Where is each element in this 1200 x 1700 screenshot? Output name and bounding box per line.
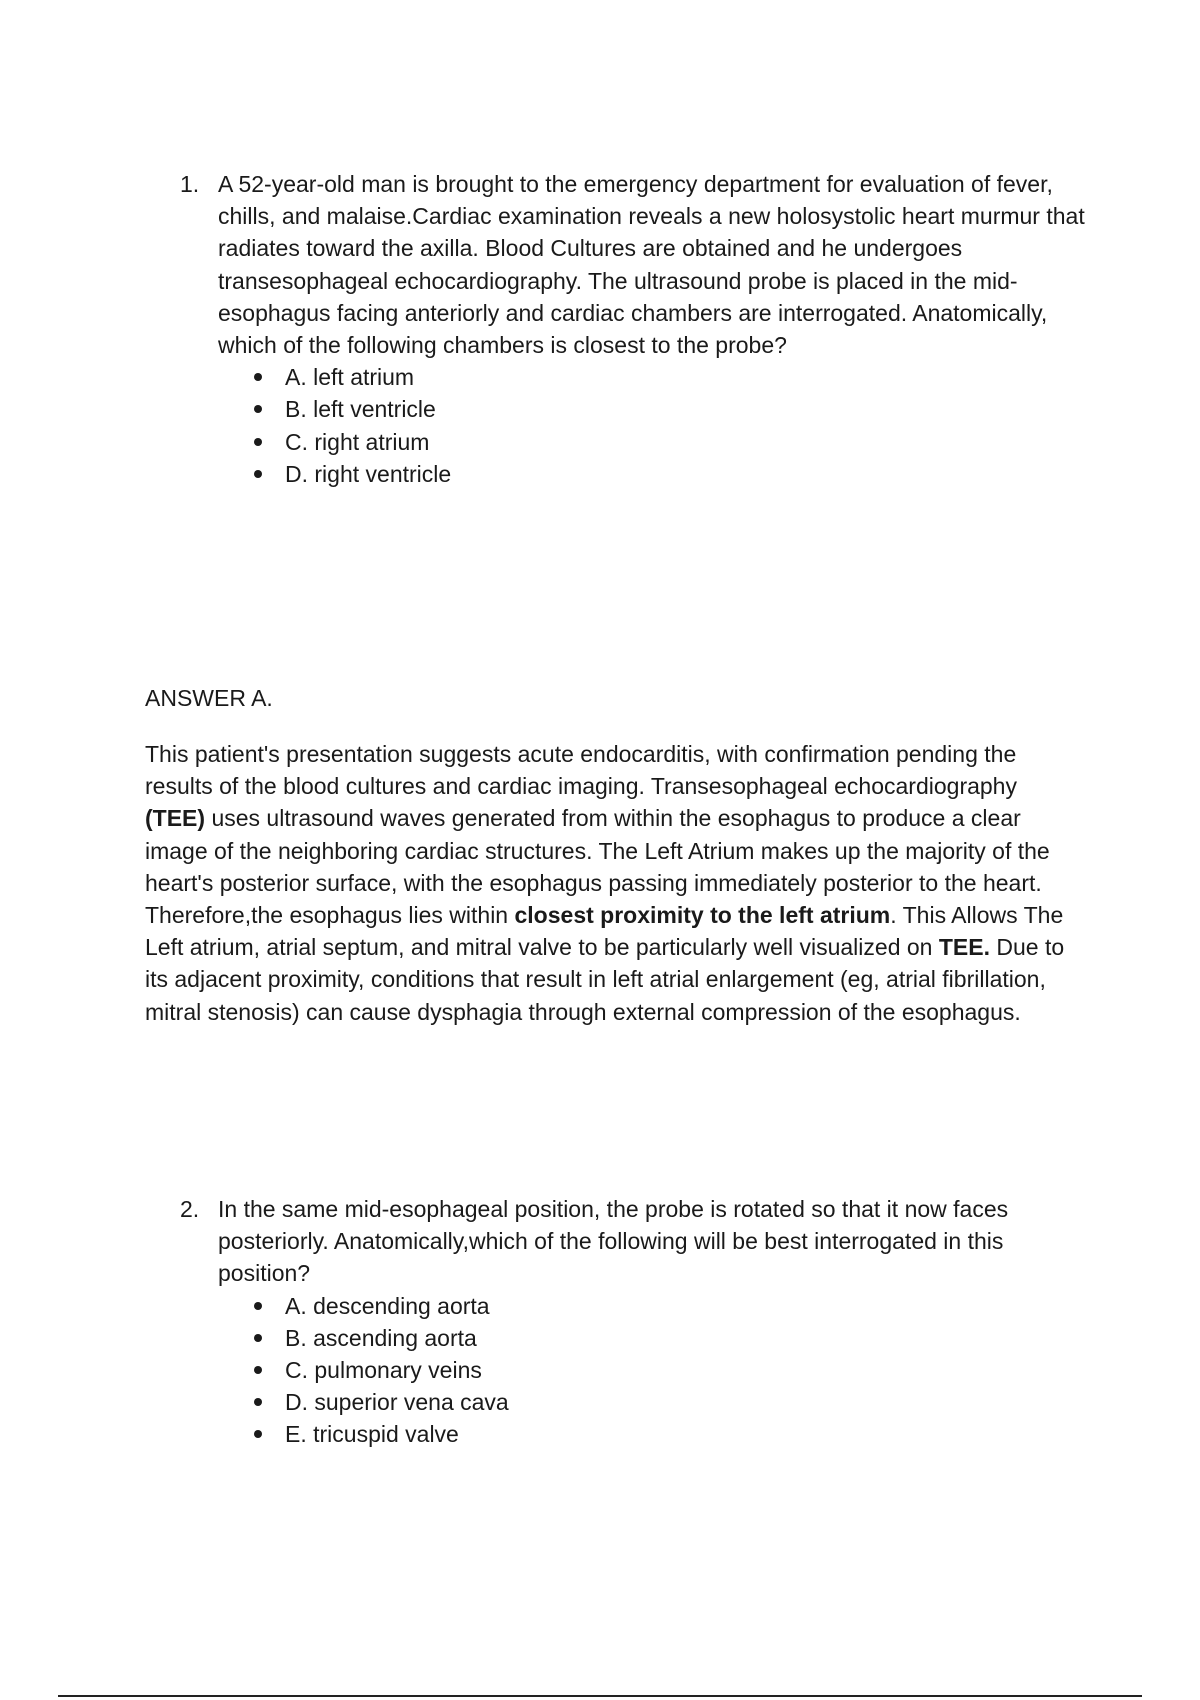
answer-explanation (145, 738, 1075, 1028)
question-number: 2. (180, 1196, 200, 1222)
option-label: C. right atrium (285, 428, 430, 455)
bullet-icon (254, 405, 262, 413)
explanation-bold: (TEE) (145, 805, 206, 832)
option-item (254, 361, 1085, 393)
question-1 (180, 168, 1085, 490)
bullet-icon (254, 470, 262, 478)
option-label: D. right ventricle (285, 460, 452, 487)
option-item (254, 458, 1085, 490)
bullet-icon (254, 1302, 262, 1310)
option-list (180, 361, 1085, 490)
question-text: A 52-year-old man is brought to the emergency department for evaluation of fever, chills, and malaise.Cardiac examination reveals a new holosystolic heart murmur that radiates toward the axilla. Blood Cultures are obtained and he undergoes transesophageal echocardiography. The ultrasound probe is placed in the mid-esophagus facing anteriorly and cardiac chambers are interrogated. Anatomically, which of the following chambers is closest to the probe? (218, 171, 1085, 359)
option-item (254, 1354, 1085, 1386)
page-divider (58, 1695, 1142, 1697)
question-number: 1. (180, 171, 200, 197)
option-label: A. left atrium (285, 364, 415, 391)
bullet-icon (254, 1430, 262, 1438)
option-label: D. superior vena cava (285, 1389, 509, 1416)
option-list (180, 1290, 1085, 1451)
option-item (254, 1386, 1085, 1418)
option-item (254, 426, 1085, 458)
option-label: B. ascending aorta (285, 1324, 477, 1351)
option-item (254, 1290, 1085, 1322)
option-item (254, 1418, 1085, 1450)
bullet-icon (254, 373, 262, 381)
explanation-text: . This Allows The Left atrium, atrial septum, and mitral valve to be particularly well visualized on (145, 902, 1064, 961)
option-label: A. descending aorta (285, 1292, 490, 1319)
bullet-icon (254, 1398, 262, 1406)
bullet-icon (254, 1366, 262, 1374)
option-item (254, 393, 1085, 425)
option-label: C. pulmonary veins (285, 1357, 482, 1384)
bullet-icon (254, 1334, 262, 1342)
option-label: E. tricuspid valve (285, 1421, 459, 1448)
bullet-icon (254, 438, 262, 446)
option-item (254, 1322, 1085, 1354)
question-2 (180, 1193, 1085, 1451)
option-label: B. left ventricle (285, 396, 436, 423)
explanation-text: Due to its adjacent proximity, conditions that result in left atrial enlargement (eg, atrial fibrillation, mitral stenosis) can cause dysphagia through external compression of the esophagus. (145, 934, 1065, 1025)
explanation-text: uses ultrasound waves generated from within the esophagus to produce a clear image of the neighboring cardiac structures. The Left Atrium makes up the majority of the heart's posterior surface, with the esophagus passing immediately posterior to the heart. Therefore,the esophagus lies within (145, 805, 1050, 929)
answer-heading: ANSWER A. (145, 685, 273, 711)
explanation-text: This patient's presentation suggests acute endocarditis, with confirmation pending the results of the blood cultures and cardiac imaging. Transesophageal echocardiography (145, 741, 1017, 800)
explanation-bold: closest proximity to the left atrium (514, 902, 891, 929)
question-text: In the same mid-esophageal position, the probe is rotated so that it now faces posteriorly. Anatomically,which of the following will be best interrogated in this position? (218, 1196, 1009, 1287)
explanation-bold: TEE. (938, 934, 990, 961)
